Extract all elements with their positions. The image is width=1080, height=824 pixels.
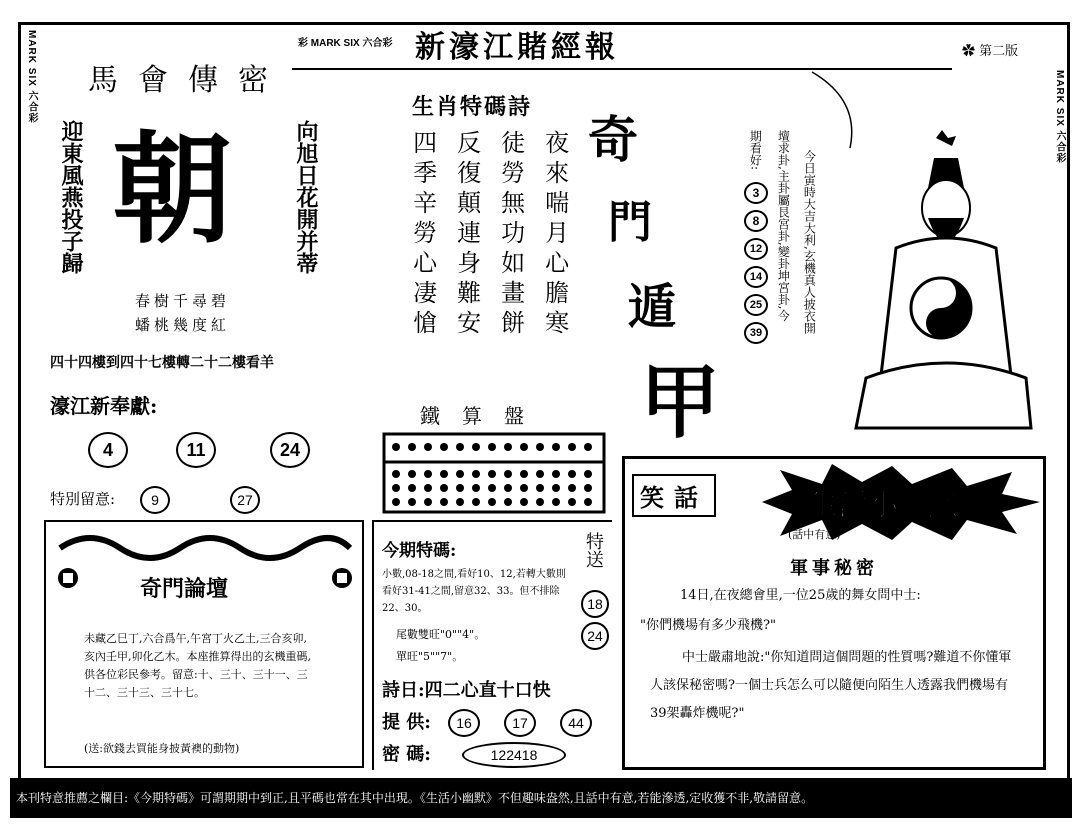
masthead-title: 新濠江賭經報 [415,30,619,65]
te-song-number: 24 [581,622,609,650]
poem-column: 反復顛連身難安 [452,130,481,340]
banner-title: 生活小幽默 [808,488,958,523]
big-character: 朝 [112,119,232,260]
ti-gong-number: 17 [504,709,536,737]
qimen-char: 遁 [628,279,677,335]
number-badge: 3 [744,182,768,204]
ti-gong-number: 16 [448,709,480,737]
number-badge: 25 [744,294,768,316]
ti-gong-label: 提 供: [382,712,431,733]
xinfeng-title: 濠江新奉獻: [50,394,158,418]
joke-paragraph: "你們機場有多少飛機?" [640,618,776,633]
edition-label: ✿ 第二版 [962,44,1019,59]
side-strip-left: MARK SIX 六合彩 [26,30,37,124]
xinfeng-number: 24 [270,432,310,468]
footer-text: 本刊特意推薦之欄目:《今期特碼》可謂期期中到正,且平碼也常在其中出現。《生活小幽默》不但趣味盎然,且話中有意,若能滲透,定收獲不非,敬請留意。 [16,791,814,805]
ti-gong-number: 44 [560,709,592,737]
qimen-char: 奇 [588,110,638,169]
forum-title: 奇門論壇 [140,576,229,602]
number-badge: 14 [744,266,768,288]
mi-ma-label: 密 碼: [382,744,431,765]
abacus-title: 鐵算盤 [420,404,546,428]
couplet-left: 迎東風燕投子歸 [58,120,84,274]
joke-title: 軍事秘密 [790,558,878,579]
side-strip-right: MARK SIX 六合彩 [1054,70,1065,164]
poem-column: 夜來喘月心膽寒 [540,130,569,340]
special-number: 27 [230,486,260,514]
tq-body: 小數,08-18之間,看好10、12,若轉大數則看好31-41之間,留意32、33。但不排除22、30。 [382,569,566,614]
joke-tag: 笑話 [632,474,716,517]
shi-ri: 詩日:四二心直十口快 [382,680,551,701]
te-song-label: 特送 [583,532,604,568]
masthead-badge: 彩 MARK SIX 六合彩 [298,38,393,49]
sage-illustration [836,118,1036,436]
banner-sub: (話中有意) [788,528,841,541]
poem-column: 徒勞無功如畫餅 [496,130,525,340]
xinfeng-number: 11 [176,432,216,468]
poem-title: 生肖特碼詩 [412,94,533,120]
qimen-char: 甲 [640,355,720,449]
forum-body: 未藏乙巳丁,六合爲午,午宮丁火乙土,三合亥卯,亥內壬甲,卯化乙木。本座推算得出的玄機重碼,供各位彩民參考。留意:十、三十、三十一、三十二、三十三、三十七。 [84,632,311,699]
te-song-number: 18 [581,590,609,618]
poem-line-1: 春樹千尋碧 [135,292,231,310]
number-badge: 8 [744,210,768,232]
number-badge: 39 [744,322,768,344]
joke-paragraph: 14日,在夜總會里,一位25歲的舞女問中士: [680,588,921,603]
abacus [382,432,606,514]
joke-paragraph: 中士嚴肅地說:"你知道問這個問題的性質嗎?難道不你懂軍人該保秘密嗎?一個士兵怎么可以隨便向陌生人透露我們機場有39架轟炸機呢?" [650,650,1012,721]
section-header: 馬會傳密 [88,63,288,98]
special-number: 9 [140,486,170,514]
poem-line-2: 蟠桃幾度紅 [135,316,231,334]
tq-title: 今期特碼: [382,541,457,561]
tail-line: 尾數雙旺"0""4"。 [396,628,486,641]
verse-column: 期看好: [748,130,763,171]
couplet-right: 向旭日花開并蒂 [293,120,319,274]
forum-footer: (送:欲錢去買能身披黃襖的動物) [84,742,240,755]
mi-ma-code: 122418 [462,742,566,768]
qimen-char: 門 [608,197,652,248]
hint-line: 四十四樓到四十七樓轉二十二樓看羊 [50,355,274,371]
special-label: 特別留意: [50,490,116,508]
verse-column: 今日寅時大吉大利,玄機真人披衣開 [802,150,817,334]
verse-column: 壇求卦,主卦屬艮宮卦,變卦坤宮卦,今 [776,130,791,322]
single-line: 單旺"5""7"。 [396,650,464,663]
poem-column: 四季辛勞心凄愴 [408,130,437,340]
number-badge: 12 [744,238,768,260]
xinfeng-number: 4 [88,432,128,468]
